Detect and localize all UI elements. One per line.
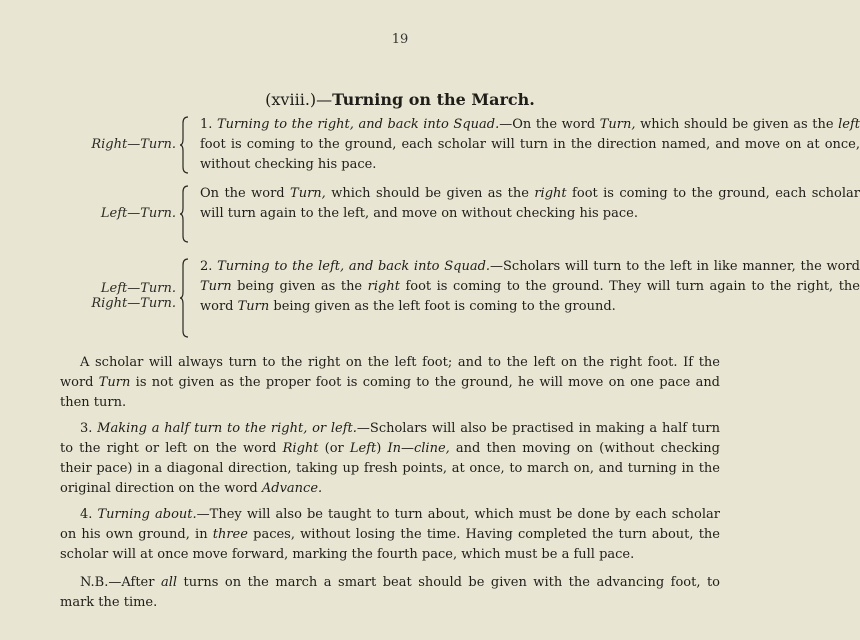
text-run: is not given as the proper foot is coming to the ground, he will move on one pace and then turn. bbox=[60, 375, 721, 410]
text-run: being given as the bbox=[231, 279, 368, 294]
text-run: —Scholars will turn to the left in like manner, the word bbox=[490, 259, 860, 274]
italic-run: Turn, bbox=[290, 186, 326, 201]
italic-run: three bbox=[212, 527, 248, 542]
text-run: paces, without losing the time. Having completed the turn about, the scholar will at once move forward, marking the fourth pace, which must be a full pace. bbox=[60, 527, 720, 562]
italic-run: Left bbox=[349, 441, 377, 456]
margin-note-list bbox=[60, 281, 176, 311]
margin-note: Left—Turn. bbox=[100, 206, 176, 221]
text-run: being given as the left foot is coming to the ground. bbox=[269, 299, 616, 314]
paragraph-nota-bene bbox=[60, 573, 720, 613]
text-run: foot is coming to the ground, each scholar will turn in the direction named, and move on at once, without checking his pace. bbox=[200, 137, 860, 172]
text-run: which should be given as the bbox=[325, 186, 535, 201]
section-heading bbox=[0, 90, 800, 109]
margin-note: Right—Turn. bbox=[91, 137, 176, 152]
paragraph-turning-about bbox=[60, 505, 720, 565]
italic-run: Advance. bbox=[261, 481, 323, 496]
instruction-block-right-turn bbox=[60, 115, 860, 175]
text-run: 4. bbox=[80, 507, 98, 522]
text-run: which should be given as the bbox=[635, 117, 839, 132]
text-run: and then moving on (without checking their pace) in a diagonal direction, taking up fresh points, at once, to march on, and turning in the original direction on the word bbox=[60, 441, 720, 496]
text-run: 1. bbox=[200, 117, 217, 132]
margin-note-list bbox=[60, 137, 176, 152]
text-run: —On the word bbox=[499, 117, 600, 132]
left-brace bbox=[180, 184, 190, 244]
italic-run: Turn, bbox=[599, 117, 636, 132]
left-brace bbox=[180, 115, 190, 175]
page-number: 19 bbox=[391, 32, 409, 47]
italic-run: In—cline, bbox=[387, 441, 450, 456]
instruction-text bbox=[200, 257, 860, 317]
italic-run: Turn bbox=[200, 279, 232, 294]
text-run: foot is coming to the ground. They will turn again to the right, the word bbox=[200, 279, 860, 314]
text-run: N.B.—After bbox=[80, 575, 161, 590]
italic-run: Turn bbox=[237, 299, 270, 314]
instruction-text bbox=[200, 115, 860, 175]
text-run: (or bbox=[318, 441, 350, 456]
text-run: ) bbox=[376, 441, 388, 456]
instruction-block-left-turn bbox=[60, 184, 860, 244]
instruction-text bbox=[200, 184, 860, 224]
italic-run: right bbox=[534, 186, 567, 201]
text-run: 3. bbox=[80, 421, 98, 436]
italic-run: Making a half turn to the right, or left. bbox=[97, 421, 357, 436]
italic-run: all bbox=[160, 575, 178, 590]
section-title: Turning on the March. bbox=[332, 90, 535, 109]
italic-run: Right bbox=[282, 441, 319, 456]
italic-run: Turning to the right, and back into Squad. bbox=[216, 117, 500, 132]
margin-note: Left—Turn. bbox=[100, 281, 176, 296]
section-number: (xviii.)— bbox=[265, 90, 333, 109]
italic-run: Turning about. bbox=[97, 507, 197, 522]
paragraph-half-turn bbox=[60, 419, 720, 499]
text-run: —They will also be taught to turn about, which must be done by each scholar on his own ground, in bbox=[60, 507, 720, 542]
text-run: A scholar will always turn to the right on the left foot; and to the left on the right foot. If the word bbox=[60, 355, 720, 390]
italic-run: Turn bbox=[98, 375, 131, 390]
margin-note: Right—Turn. bbox=[91, 296, 176, 311]
italic-run: right bbox=[367, 279, 400, 294]
text-run: —Scholars will also be practised in making a half turn to the right or left on the word bbox=[60, 421, 720, 456]
left-brace bbox=[180, 257, 190, 339]
text-run: turns on the march a smart beat should be given with the advancing foot, to mark the time. bbox=[60, 575, 720, 610]
text-run: On the word bbox=[200, 186, 291, 201]
instruction-block-left-right-turn bbox=[60, 257, 860, 339]
paragraph-foot-rule bbox=[60, 353, 720, 413]
text-run: foot is coming to the ground, each scholar will turn again to the left, and move on without checking his pace. bbox=[200, 186, 860, 221]
text-run: 2. bbox=[200, 259, 218, 274]
margin-note-list bbox=[60, 206, 176, 221]
italic-run: left bbox=[838, 117, 860, 132]
italic-run: Turning to the left, and back into Squad. bbox=[217, 259, 491, 274]
